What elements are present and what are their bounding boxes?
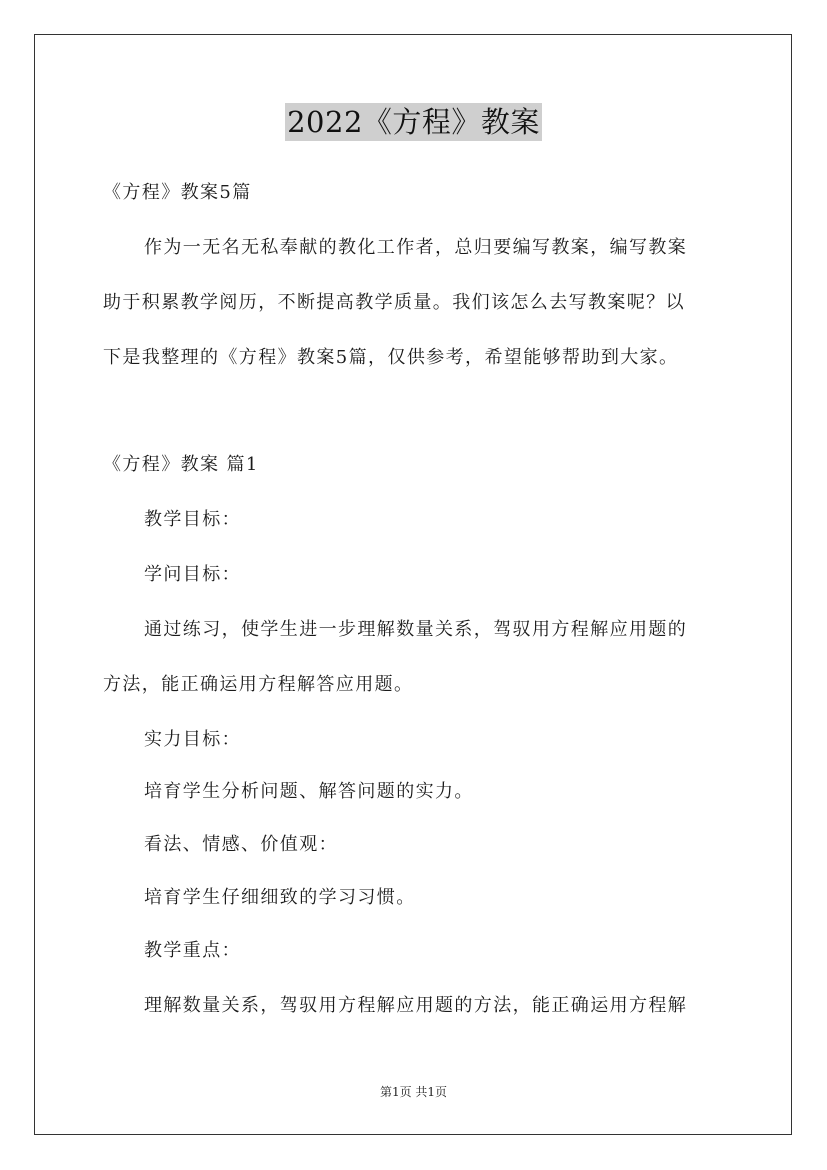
title-container bbox=[0, 103, 827, 141]
section-heading: 《方程》教案 篇1 bbox=[103, 454, 259, 475]
paragraph-line: 培育学生仔细细致的学习习惯。 bbox=[144, 887, 416, 908]
paragraph-line: 教学重点： bbox=[144, 940, 241, 961]
paragraph-line: 看法、情感、价值观： bbox=[144, 834, 338, 855]
document-title: 2022《方程》教案 bbox=[287, 105, 540, 139]
paragraph-line: 通过练习，使学生进一步理解数量关系，驾驭用方程解应用题的 bbox=[144, 619, 688, 640]
intro-line-3: 下是我整理的《方程》教案5篇，仅供参考，希望能够帮助到大家。 bbox=[103, 347, 679, 368]
paragraph-line: 理解数量关系，驾驭用方程解应用题的方法，能正确运用方程解 bbox=[144, 995, 688, 1016]
page-footer: 第1页 共1页 bbox=[379, 1085, 448, 1099]
paragraph-line: 实力目标： bbox=[144, 729, 241, 750]
intro-line-1: 作为一无名无私奉献的教化工作者，总归要编写教案，编写教案 bbox=[144, 237, 688, 258]
paragraph-line: 教学目标： bbox=[144, 509, 241, 530]
document-subtitle: 《方程》教案5篇 bbox=[103, 182, 252, 203]
intro-line-2: 助于积累教学阅历，不断提高教学质量。我们该怎么去写教案呢？以 bbox=[103, 292, 685, 313]
paragraph-line: 方法，能正确运用方程解答应用题。 bbox=[103, 674, 414, 695]
paragraph-line: 学问目标： bbox=[144, 564, 241, 585]
paragraph-line: 培育学生分析问题、解答问题的实力。 bbox=[144, 781, 474, 802]
